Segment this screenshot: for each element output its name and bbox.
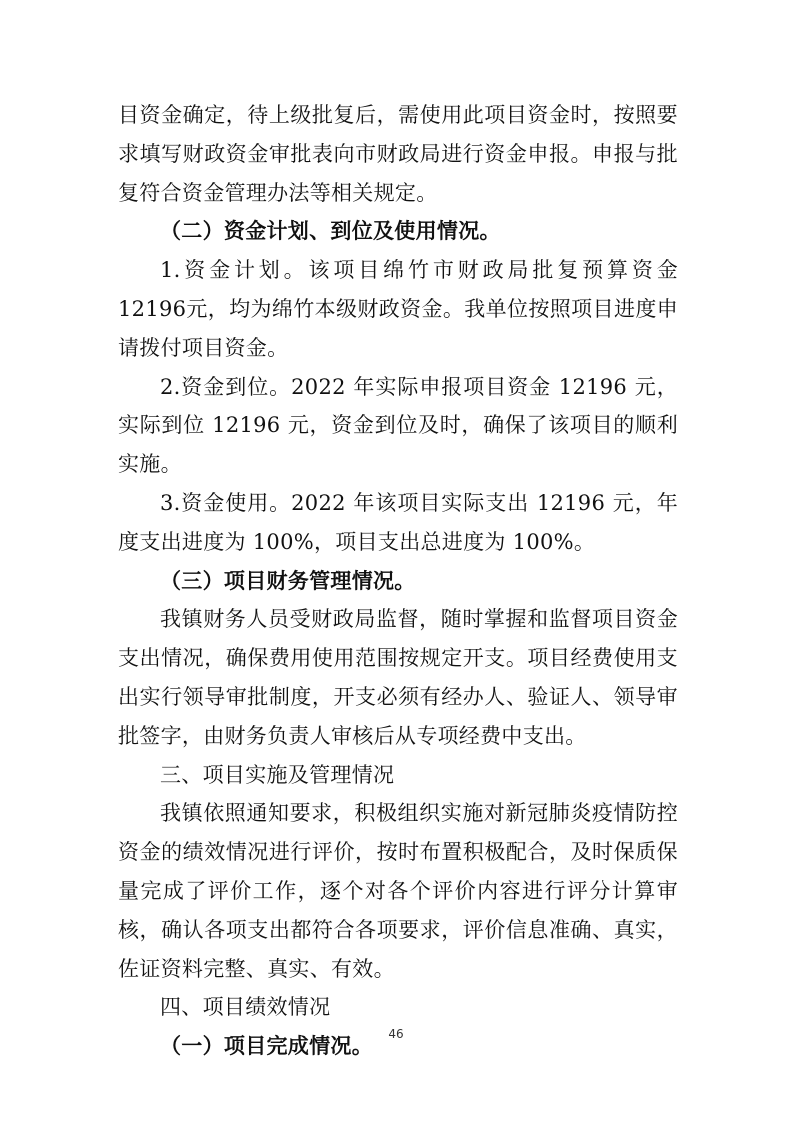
heading-fund-plan: （二）资金计划、到位及使用情况。 (160, 218, 501, 244)
heading-project-completion: （一）项目完成情况。 (160, 1033, 373, 1059)
paragraph-financial-management: 我镇财务人员受财政局监督，随时掌握和监督项目资金支出情况，确保费用使用范围按规定开支。项目经费使用支出实行领导审批制度，开支必须有经办人、验证人、领导审批签字，由财务负责人审核后从专项经费中支出。 (118, 607, 678, 748)
section-title-performance: 四、项目绩效情况 (160, 995, 331, 1020)
paragraph-implementation: 我镇依照通知要求，积极组织实施对新冠肺炎疫情防控资金的绩效情况进行评价，按时布置积极配合，及时保质保量完成了评价工作，逐个对各个评价内容进行评分计算审核，确认各项支出都符合各项要求，评价信息准确、真实，佐证资料完整、真实、有效。 (118, 801, 678, 981)
paragraph-fund-usage: 3.资金使用。2022 年该项目实际支出 12196 元，年度支出进度为 100%，项目支出总进度为 100%。 (118, 490, 678, 554)
heading-financial-management: （三）项目财务管理情况。 (160, 567, 416, 593)
paragraph-continued-approval: 目资金确定，待上级批复后，需使用此项目资金时，按照要求填写财政资金审批表向市财政局进行资金申报。申报与批复符合资金管理办法等相关规定。 (118, 103, 678, 205)
paragraph-fund-arrival: 2.资金到位。2022 年实际申报项目资金 12196 元，实际到位 12196 元，资金到位及时，确保了该项目的顺利实施。 (118, 374, 678, 477)
page-number: 46 (388, 1027, 404, 1041)
paragraph-fund-plan: 1.资金计划。该项目绵竹市财政局批复预算资金 12196元，均为绵竹本级财政资金。我单位按照项目进度申请拨付项目资金。 (118, 258, 678, 360)
document-body (118, 96, 678, 1066)
section-title-implementation: 三、项目实施及管理情况 (160, 762, 395, 787)
